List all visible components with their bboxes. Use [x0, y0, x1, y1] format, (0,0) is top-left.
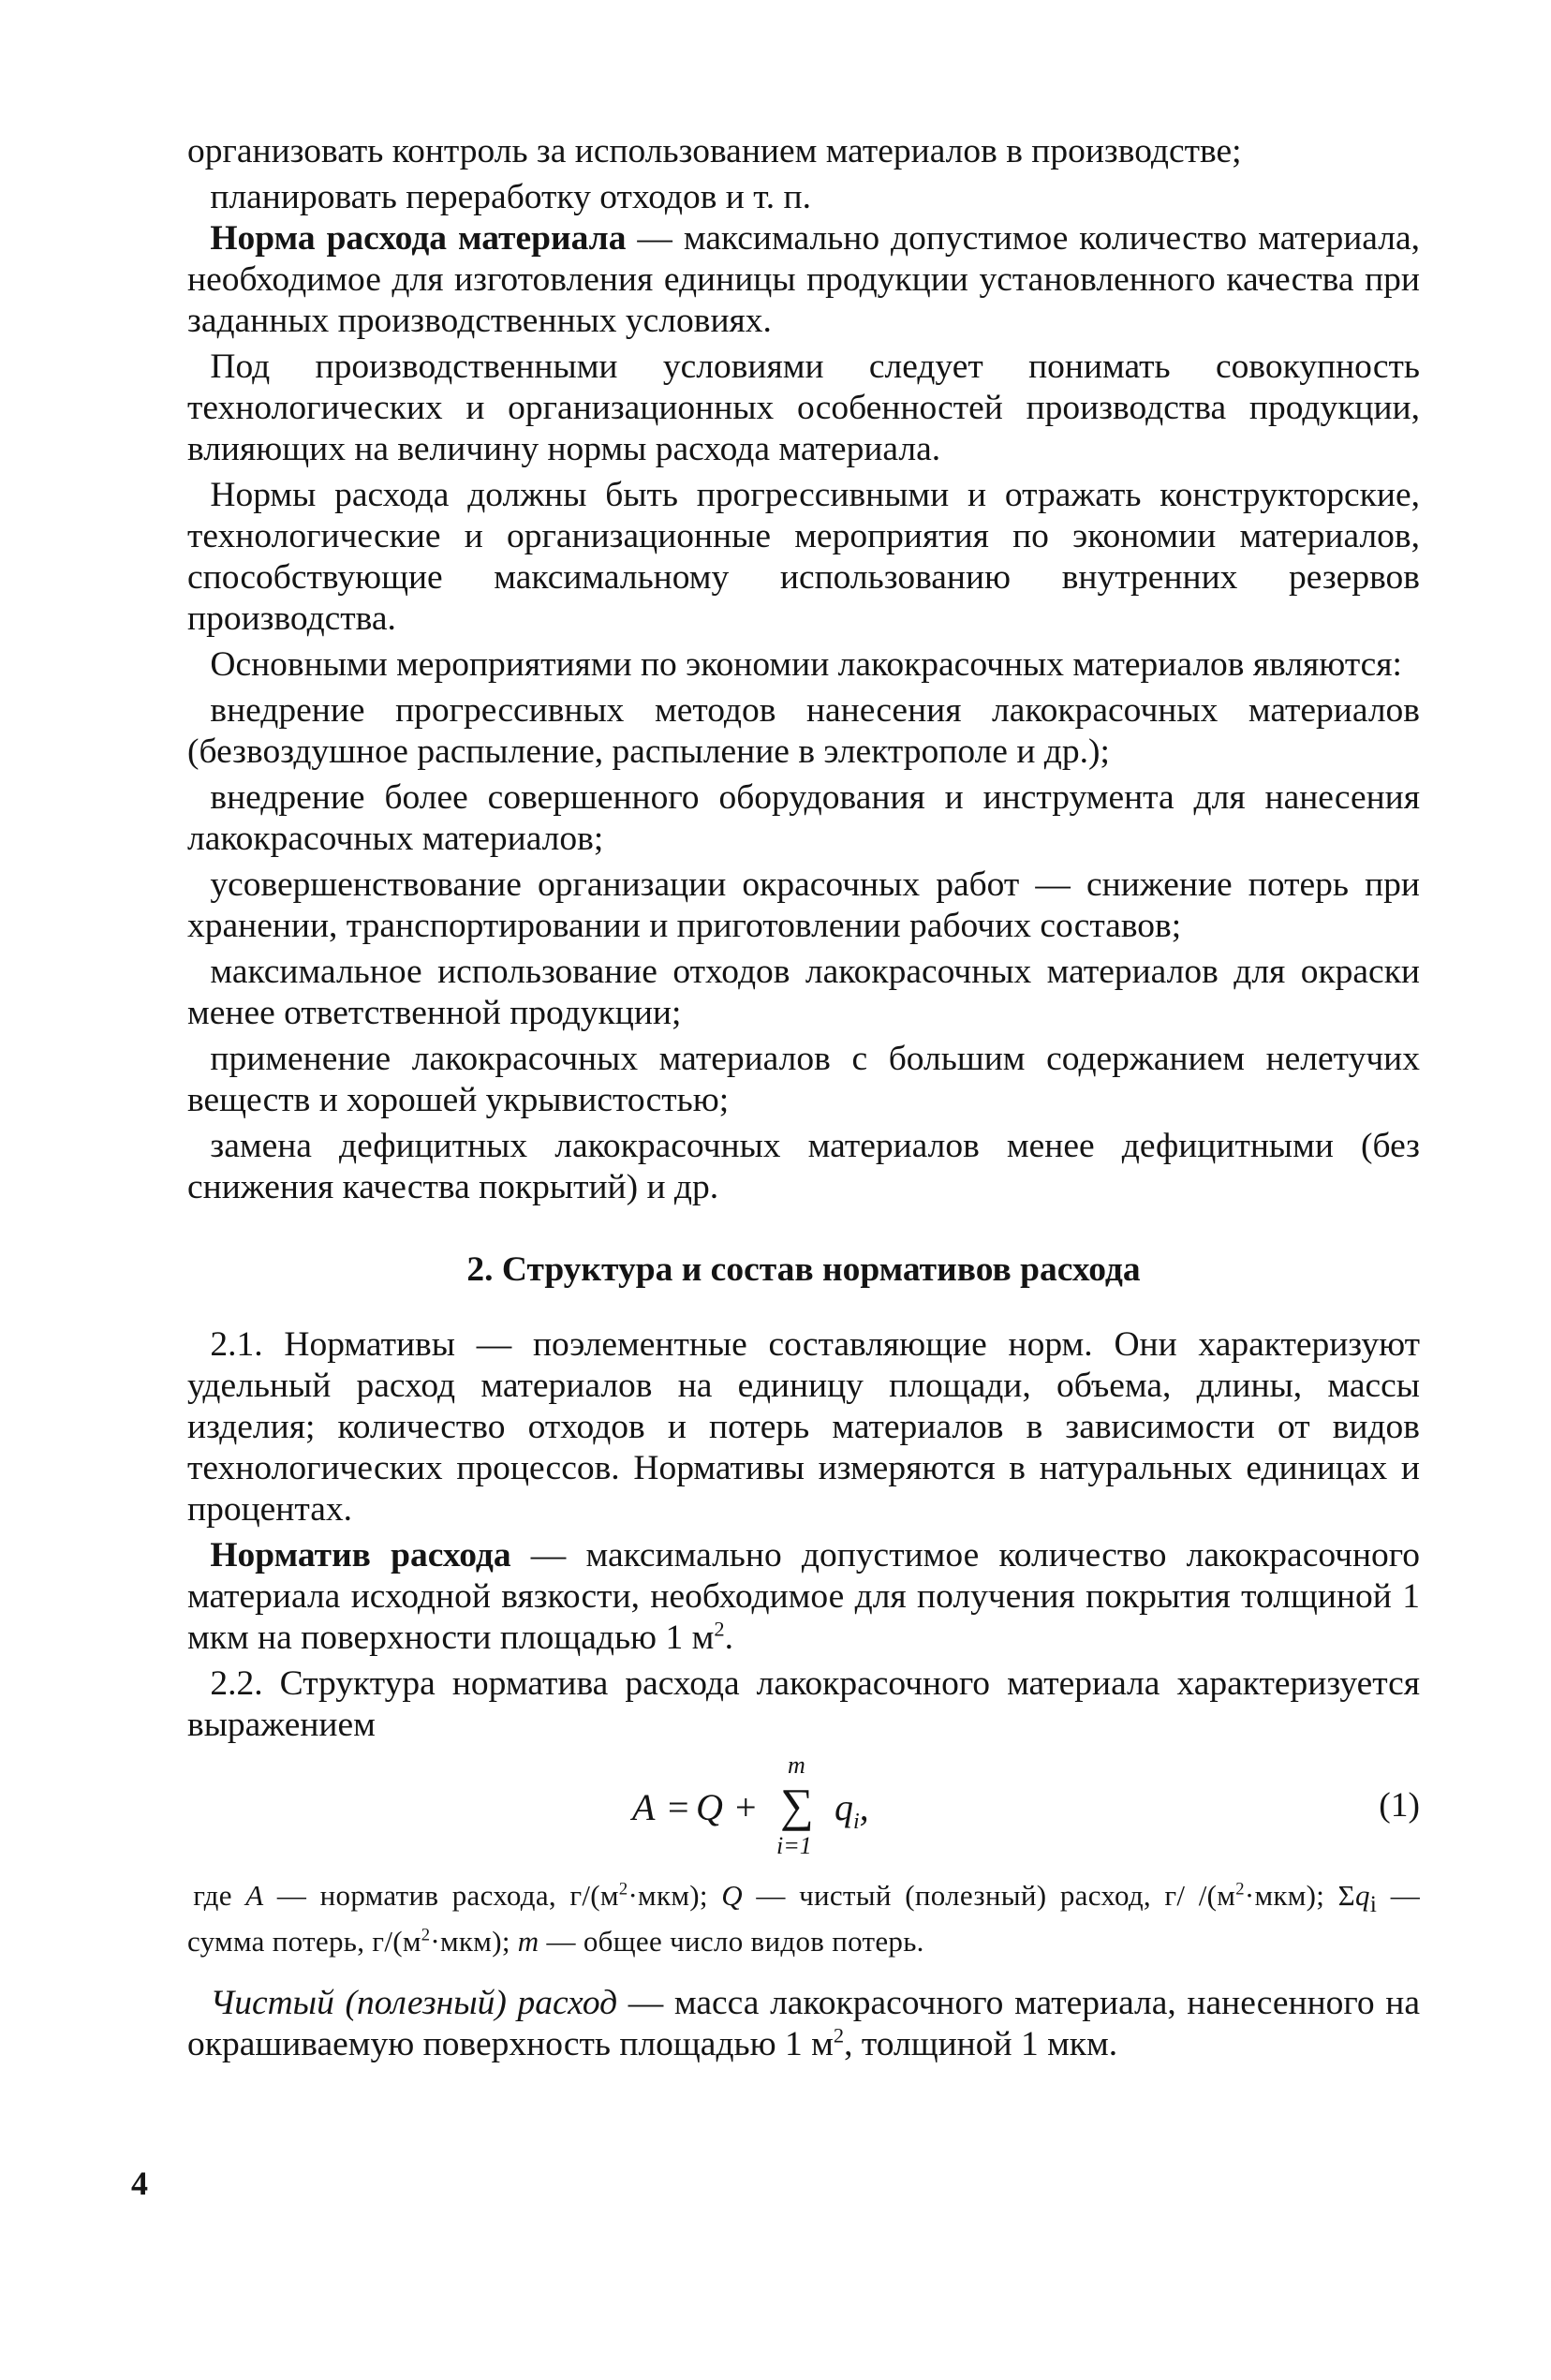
term-norm: Норма расхода материала: [210, 219, 627, 258]
formula-legend: где A — норматив расхода, $г/(м^2\cdot мкм)$; Q — чистый (полезный) расход, г/ $/(м^2\cdot мкм)$; $\Sigma q_i$ — сумма потерь, $г/(м^2\cdot мкм)$; m — общее число видов потерь.: [187, 1879, 1421, 1959]
paragraph-normative-definition: Норматив расхода — максимально допустимое количество лакокрасочного материала исходной вязкости, необходимое для получения покрытия толщиной 1 мкм на поверхности площадью 1 $м^2$.: [187, 1536, 1420, 1657]
paragraph-2-2: 2.2. Структура норматива расхода лакокрасочного материала характеризуется выражением: [187, 1664, 1420, 1744]
paragraph-plan-waste: планировать переработку отходов и т. п.: [210, 178, 811, 216]
list-item-replacement: замена дефицитных лакокрасочных материалов менее дефицитными (без снижения качества покрытий) и др.: [187, 1127, 1420, 1206]
formula-sum-upper: m: [788, 1752, 805, 1779]
formula-equals: =: [668, 1786, 689, 1828]
formula-sum-sign: ∑: [780, 1779, 814, 1831]
paragraph-net-consumption: Чистый (полезный) расход — масса лакокрасочного материала, нанесенного на окрашиваемую поверхность площадью 1 $м^2$, толщиной 1 мкм.: [187, 1984, 1420, 2064]
formula-term: $q_i$,: [835, 1786, 869, 1834]
section-heading: 2. Структура и состав нормативов расхода: [466, 1250, 1141, 1289]
paragraph-production-conditions: Под производственными условиями следует понимать совокупность технологических и организационных особенностей производства продукции, влияющих на величину нормы расхода материала.: [187, 347, 1420, 468]
paragraph-2-1: 2.1. Нормативы — поэлементные составляющие норм. Они характеризуют удельный расход материалов на единицу площади, объема, длины, массы изделия; количество отходов и потерь материалов в зависимости от видов технологических процессов. Нормативы измеряются в натуральных единицах и процентах.: [187, 1325, 1420, 1529]
term-net-consumption: Чистый (полезный) расход: [210, 1984, 618, 2023]
formula-lhs: A: [632, 1786, 656, 1828]
list-item-waste-use: максимальное использование отходов лакокрасочных материалов для окраски менее ответственной продукции;: [187, 953, 1420, 1032]
formula: [632, 1752, 932, 1864]
list-item-methods: внедрение прогрессивных методов нанесения лакокрасочных материалов (безвоздушное распыление, распыление в электрополе и др.);: [187, 691, 1420, 771]
paragraph-progressive-norms: Нормы расхода должны быть прогрессивными и отражать конструкторские, технологические и организационные мероприятия по экономии материалов, способствующие максимальному использованию внутренних резервов производства.: [187, 476, 1420, 638]
formula-block: [187, 1752, 1420, 1864]
formula-q: Q: [696, 1786, 723, 1828]
paragraph-main-measures: Основными мероприятиями по экономии лакокрасочных материалов являются:: [210, 645, 1402, 684]
term-normative: Норматив расхода: [210, 1536, 511, 1574]
formula-plus: +: [735, 1786, 757, 1828]
list-item-nonvolatile: применение лакокрасочных материалов с большим содержанием нелетучих веществ и хорошей укрывистостью;: [187, 1040, 1420, 1119]
list-item-organization: усовершенствование организации окрасочных работ — снижение потерь при хранении, транспортировании и приготовлении рабочих составов;: [187, 865, 1420, 945]
paragraph-continuation: организовать контроль за использованием материалов в производстве;: [187, 132, 1242, 170]
list-item-equipment: внедрение более совершенного оборудования и инструмента для нанесения лакокрасочных материалов;: [187, 778, 1420, 858]
page-number: 4: [131, 2165, 148, 2202]
formula-sum-lower: i=1: [776, 1832, 812, 1859]
paragraph-norm-definition: [187, 218, 1420, 342]
norm-definition-text: — максимально допустимое количество материала, необходимое для изготовления единицы продукции установленного качества при заданных производственных условиях.: [187, 219, 1420, 340]
equation-number: (1): [1379, 1786, 1420, 1825]
